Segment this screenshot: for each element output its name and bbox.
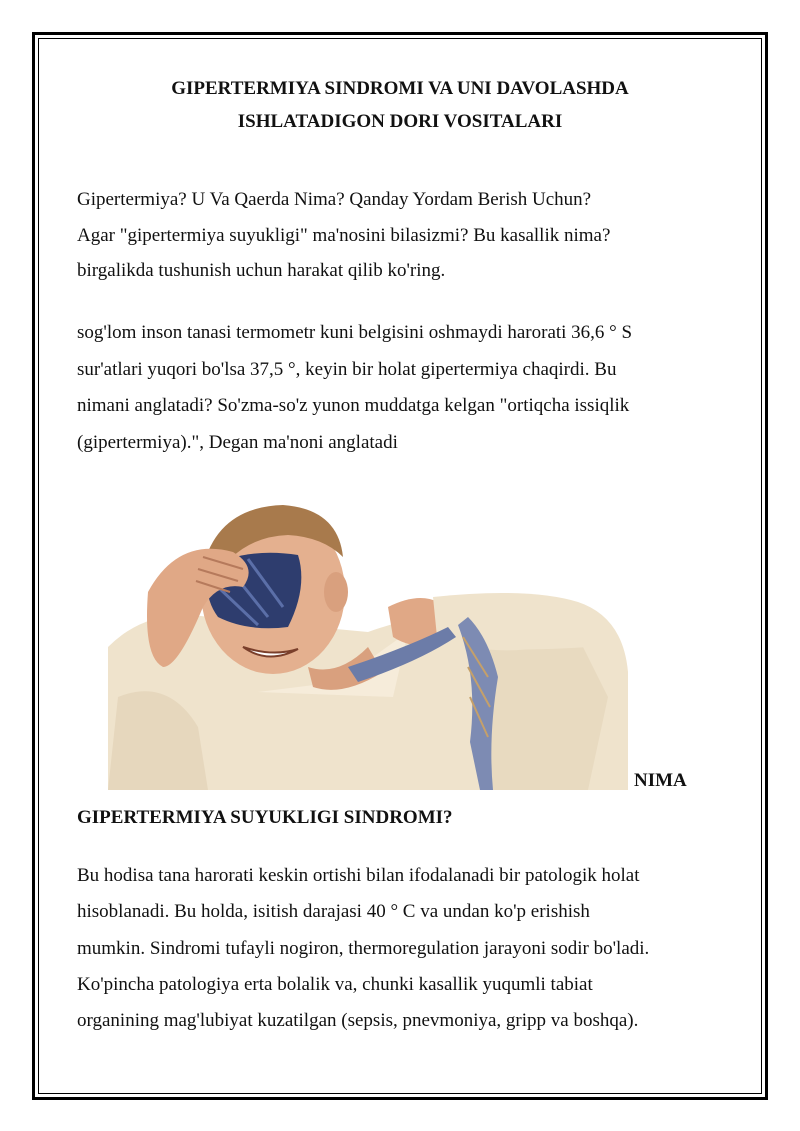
section-heading-part-1: NIMA — [634, 770, 687, 791]
intro-line-2: Agar "gipertermiya suyukligi" ma'nosini bilasizmi? Bu kasallik nima? — [77, 224, 611, 246]
para2-line-2: sur'atlari yuqori bo'lsa 37,5 °, keyin bir holat gipertermiya chaqirdi. Bu — [77, 358, 617, 380]
section-heading-part-2: GIPERTERMIYA SUYUKLIGI SINDROMI? — [77, 807, 453, 828]
para3-line-5: organining mag'lubiyat kuzatilgan (sepsis, pnevmoniya, gripp va boshqa). — [77, 1010, 639, 1032]
title-line-2: ISHLATADIGON DORI VOSITALARI — [237, 111, 563, 132]
intro-line-1: Gipertermiya? U Va Qaerda Nima? Qanday Yordam Berish Uchun? — [77, 189, 592, 210]
para2-line-3: nimani anglatadi? So'zma-so'z yunon muddatga kelgan "ortiqcha issiqlik — [77, 395, 630, 416]
para2-line-4: (gipertermiya).", Degan ma'noni anglatadi — [77, 431, 398, 453]
intro-line-3: birgalikda tushunish uchun harakat qilib ko'ring. — [77, 260, 446, 281]
man-with-headache-photo — [108, 497, 630, 790]
intro-paragraph — [77, 182, 737, 289]
title-line-1: GIPERTERMIYA SINDROMI VA UNI DAVOLASHDA — [171, 78, 629, 99]
para3-line-4: Ko'pincha patologiya erta bolalik va, chunki kasallik yuqumli tabiat — [77, 973, 593, 995]
document-title — [60, 72, 740, 138]
para2-line-1: sog'lom inson tanasi termometr kuni belgisini oshmaydi harorati 36,6 ° S — [77, 322, 633, 343]
para3-line-1: Bu hodisa tana harorati keskin ortishi bilan ifodalanadi bir patologik holat — [77, 865, 640, 886]
para3-line-2: hisoblanadi. Bu holda, isitish darajasi 40 ° C va undan ko'p erishish — [77, 901, 590, 923]
para3-line-3: mumkin. Sindromi tufayli nogiron, thermoregulation jarayoni sodir bo'ladi. — [77, 937, 650, 959]
body-paragraph-1 — [77, 315, 737, 461]
body-paragraph-2 — [77, 858, 737, 1039]
